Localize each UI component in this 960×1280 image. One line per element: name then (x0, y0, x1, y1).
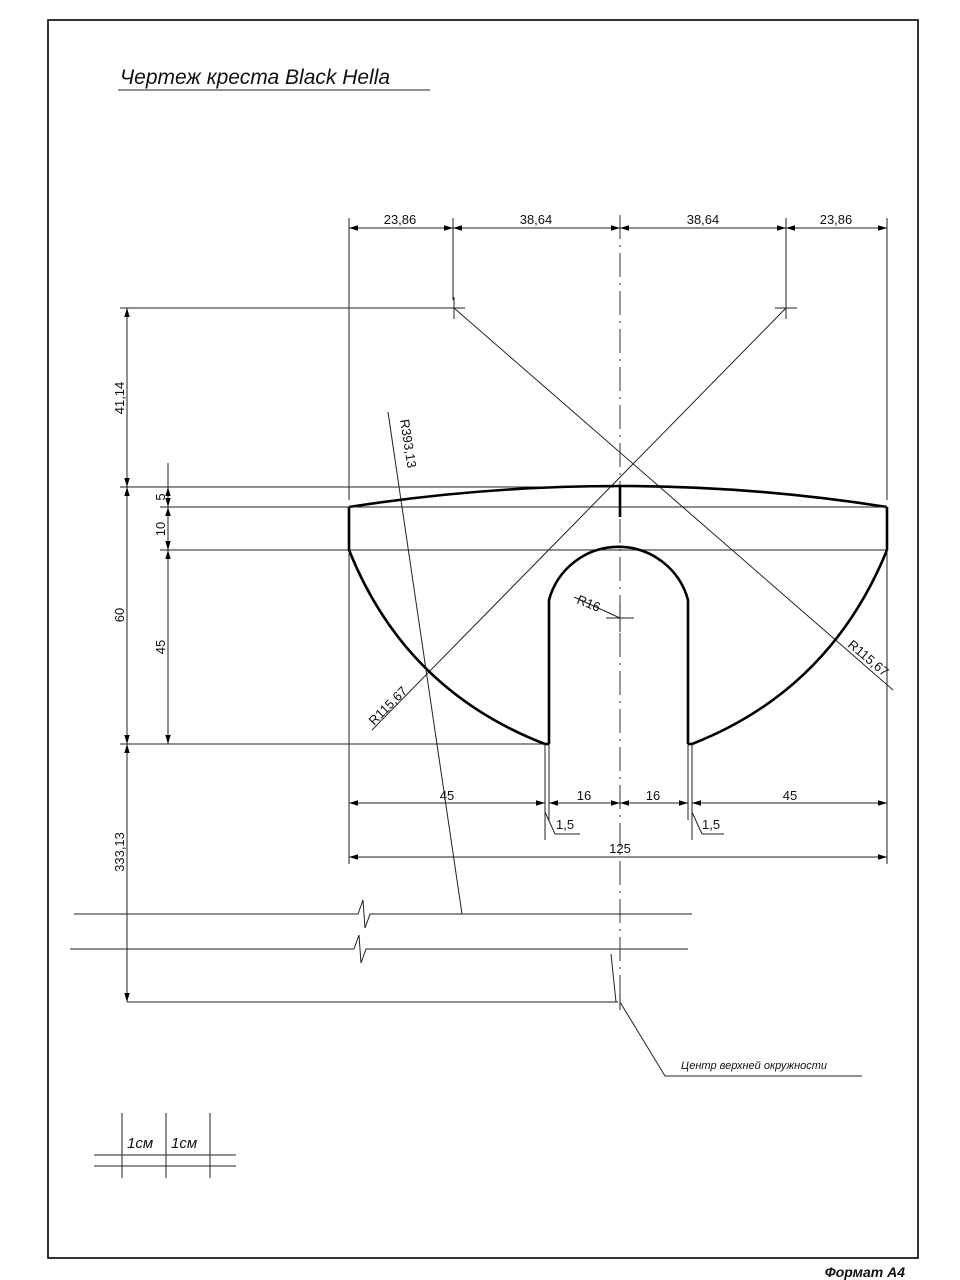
construction-line-right (372, 308, 786, 730)
top-circle-center-note: Центр верхней окружности (681, 1060, 828, 1072)
dim-bottom-total: 125 (609, 841, 631, 856)
top-circle-center-marker (611, 954, 862, 1076)
dim-left-60: 60 (112, 607, 127, 623)
bottom-dimension-chain (349, 550, 887, 864)
break-lines (70, 900, 692, 963)
dim-bottom-16-right: 16 (645, 788, 661, 803)
dim-left-5: 5 (153, 493, 168, 501)
scale-label-2: 1см (171, 1135, 198, 1152)
format-label: Формат А4 (824, 1264, 905, 1280)
scale-label-1: 1см (127, 1135, 154, 1152)
top-dimension-chain (349, 212, 887, 500)
dim-radius-slot: R16 (574, 591, 603, 615)
dim-radius-large: R393,13 (397, 418, 420, 470)
dim-radius-arc-right: R115,67 (845, 636, 892, 680)
dim-left-333: 333,13 (112, 832, 127, 872)
sheet-frame (48, 20, 918, 1258)
dim-top-right-inner: 38,64 (686, 212, 720, 227)
dim-left-45: 45 (153, 639, 168, 655)
dim-top-left-inner: 38,64 (519, 212, 553, 227)
drawing-title: Чертеж креста Black Hella (120, 66, 391, 89)
dim-top-right-outer: 23,86 (819, 212, 853, 227)
dim-bottom-1-5-left: 1,5 (556, 817, 575, 832)
dim-bottom-45-left: 45 (439, 788, 455, 803)
dim-top-left-outer: 23,86 (383, 212, 417, 227)
dim-left-10: 10 (153, 521, 168, 537)
dim-bottom-16-left: 16 (576, 788, 592, 803)
dim-radius-arc-left: R115,67 (365, 683, 411, 729)
scale-grid (94, 1113, 236, 1178)
dim-bottom-45-right: 45 (782, 788, 798, 803)
dim-bottom-1-5-right: 1,5 (702, 817, 721, 832)
left-dimension-chain (112, 308, 618, 1002)
dim-left-41: 41,14 (112, 381, 127, 415)
